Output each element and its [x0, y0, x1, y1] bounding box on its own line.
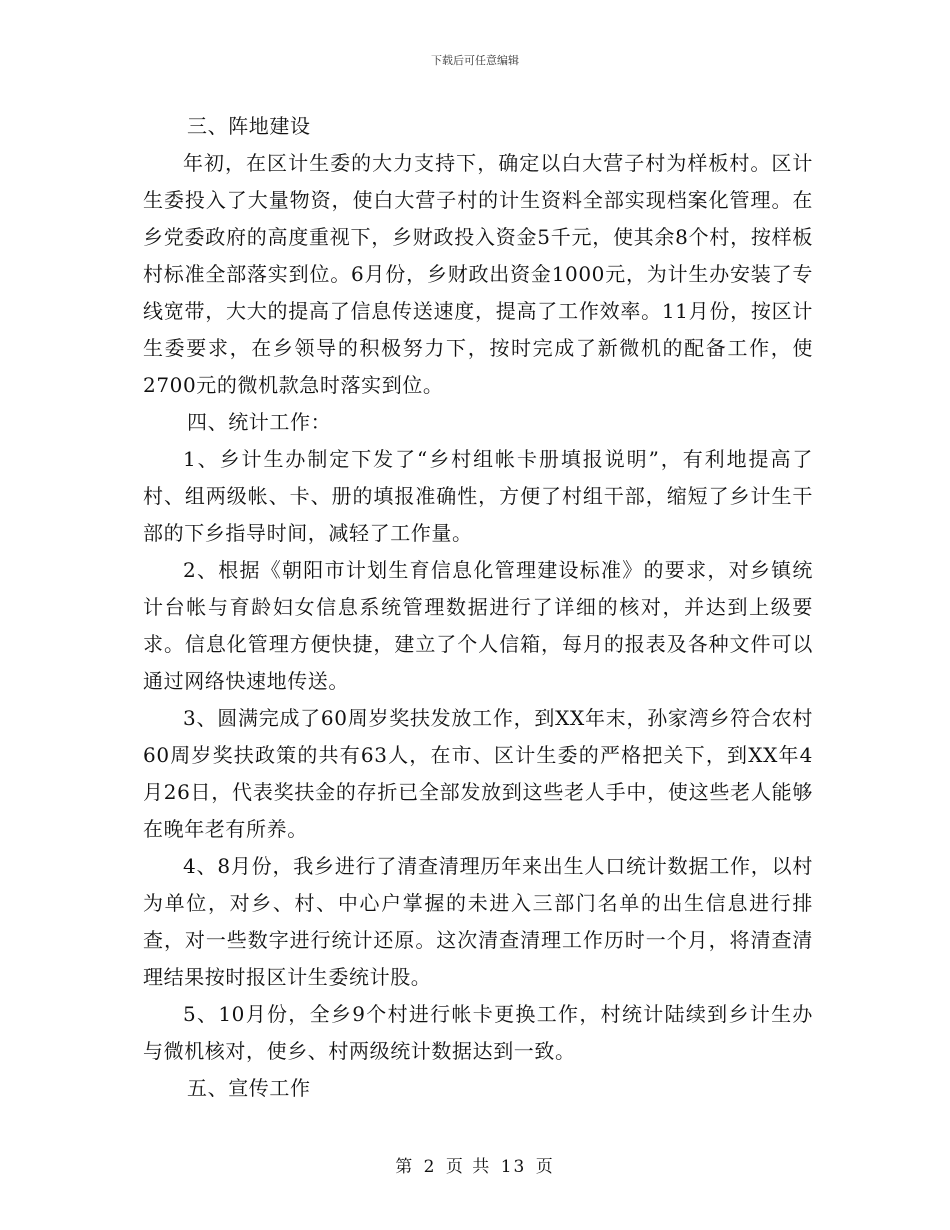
footer-suffix: 页: [535, 1157, 555, 1177]
paragraph: 4、8月份，我乡进行了清查清理历年来出生人口统计数据工作，以村为单位，对乡、村、中心户掌握的未进入三部门名单的出生信息进行排查，对一些数字进行统计还原。这次清查清理工作历时一个月，将清查清理结果按时报区计生委统计股。: [143, 854, 813, 989]
footer-middle: 页 共: [445, 1157, 492, 1177]
paragraph: 年初，在区计生委的大力支持下，确定以白大营子村为样板村。区计生委投入了大量物资，使白大营子村的计生资料全部实现档案化管理。在乡党委政府的高度重视下，乡财政投入资金5千元，使其余8个村，按样板村标准全部落实到位。6月份，乡财政出资金1000元，为计生办安装了专线宽带，大大的提高了信息传送速度，提高了工作效率。11月份，按区计生委要求，在乡领导的积极努力下，按时完成了新微机的配备工作，使2700元的微机款急时落实到位。: [143, 151, 813, 397]
section-heading-4: 四、统计工作：: [187, 410, 332, 434]
paragraph: 1、乡计生办制定下发了“乡村组帐卡册填报说明”，有利地提高了村、组两级帐、卡、册的填报准确性，方便了村组干部，缩短了乡计生干部的下乡指导时间，减轻了工作量。: [143, 447, 813, 545]
document-body: [143, 108, 813, 1107]
paragraph: 3、圆满完成了60周岁奖扶发放工作，到XX年末，孙家湾乡符合农村60周岁奖扶政策的共有63人，在市、区计生委的严格把关下，到XX年4月26日，代表奖扶金的存折已全部发放到这些老人手中，使这些老人能够在晚年老有所养。: [143, 706, 813, 841]
section-heading-5: 五、宣传工作: [187, 1076, 311, 1100]
paragraph: 2、根据《朝阳市计划生育信息化管理建设标准》的要求，对乡镇统计台帐与育龄妇女信息系统管理数据进行了详细的核对，并达到上级要求。信息化管理方便快捷，建立了个人信箱，每月的报表及各种文件可以通过网络快速地传送。: [143, 558, 813, 693]
footer-prefix: 第: [395, 1157, 415, 1177]
paragraph: 5、10月份，全乡9个村进行帐卡更换工作，村统计陆续到乡计生办与微机核对，使乡、村两级统计数据达到一致。: [143, 1002, 813, 1063]
current-page-number: 2: [423, 1157, 437, 1177]
page-header-note: 下载后可任意编辑: [431, 54, 519, 67]
section-heading-3: 三、阵地建设: [187, 114, 311, 138]
page-footer: [0, 1152, 950, 1177]
total-pages-number: 13: [500, 1157, 527, 1177]
